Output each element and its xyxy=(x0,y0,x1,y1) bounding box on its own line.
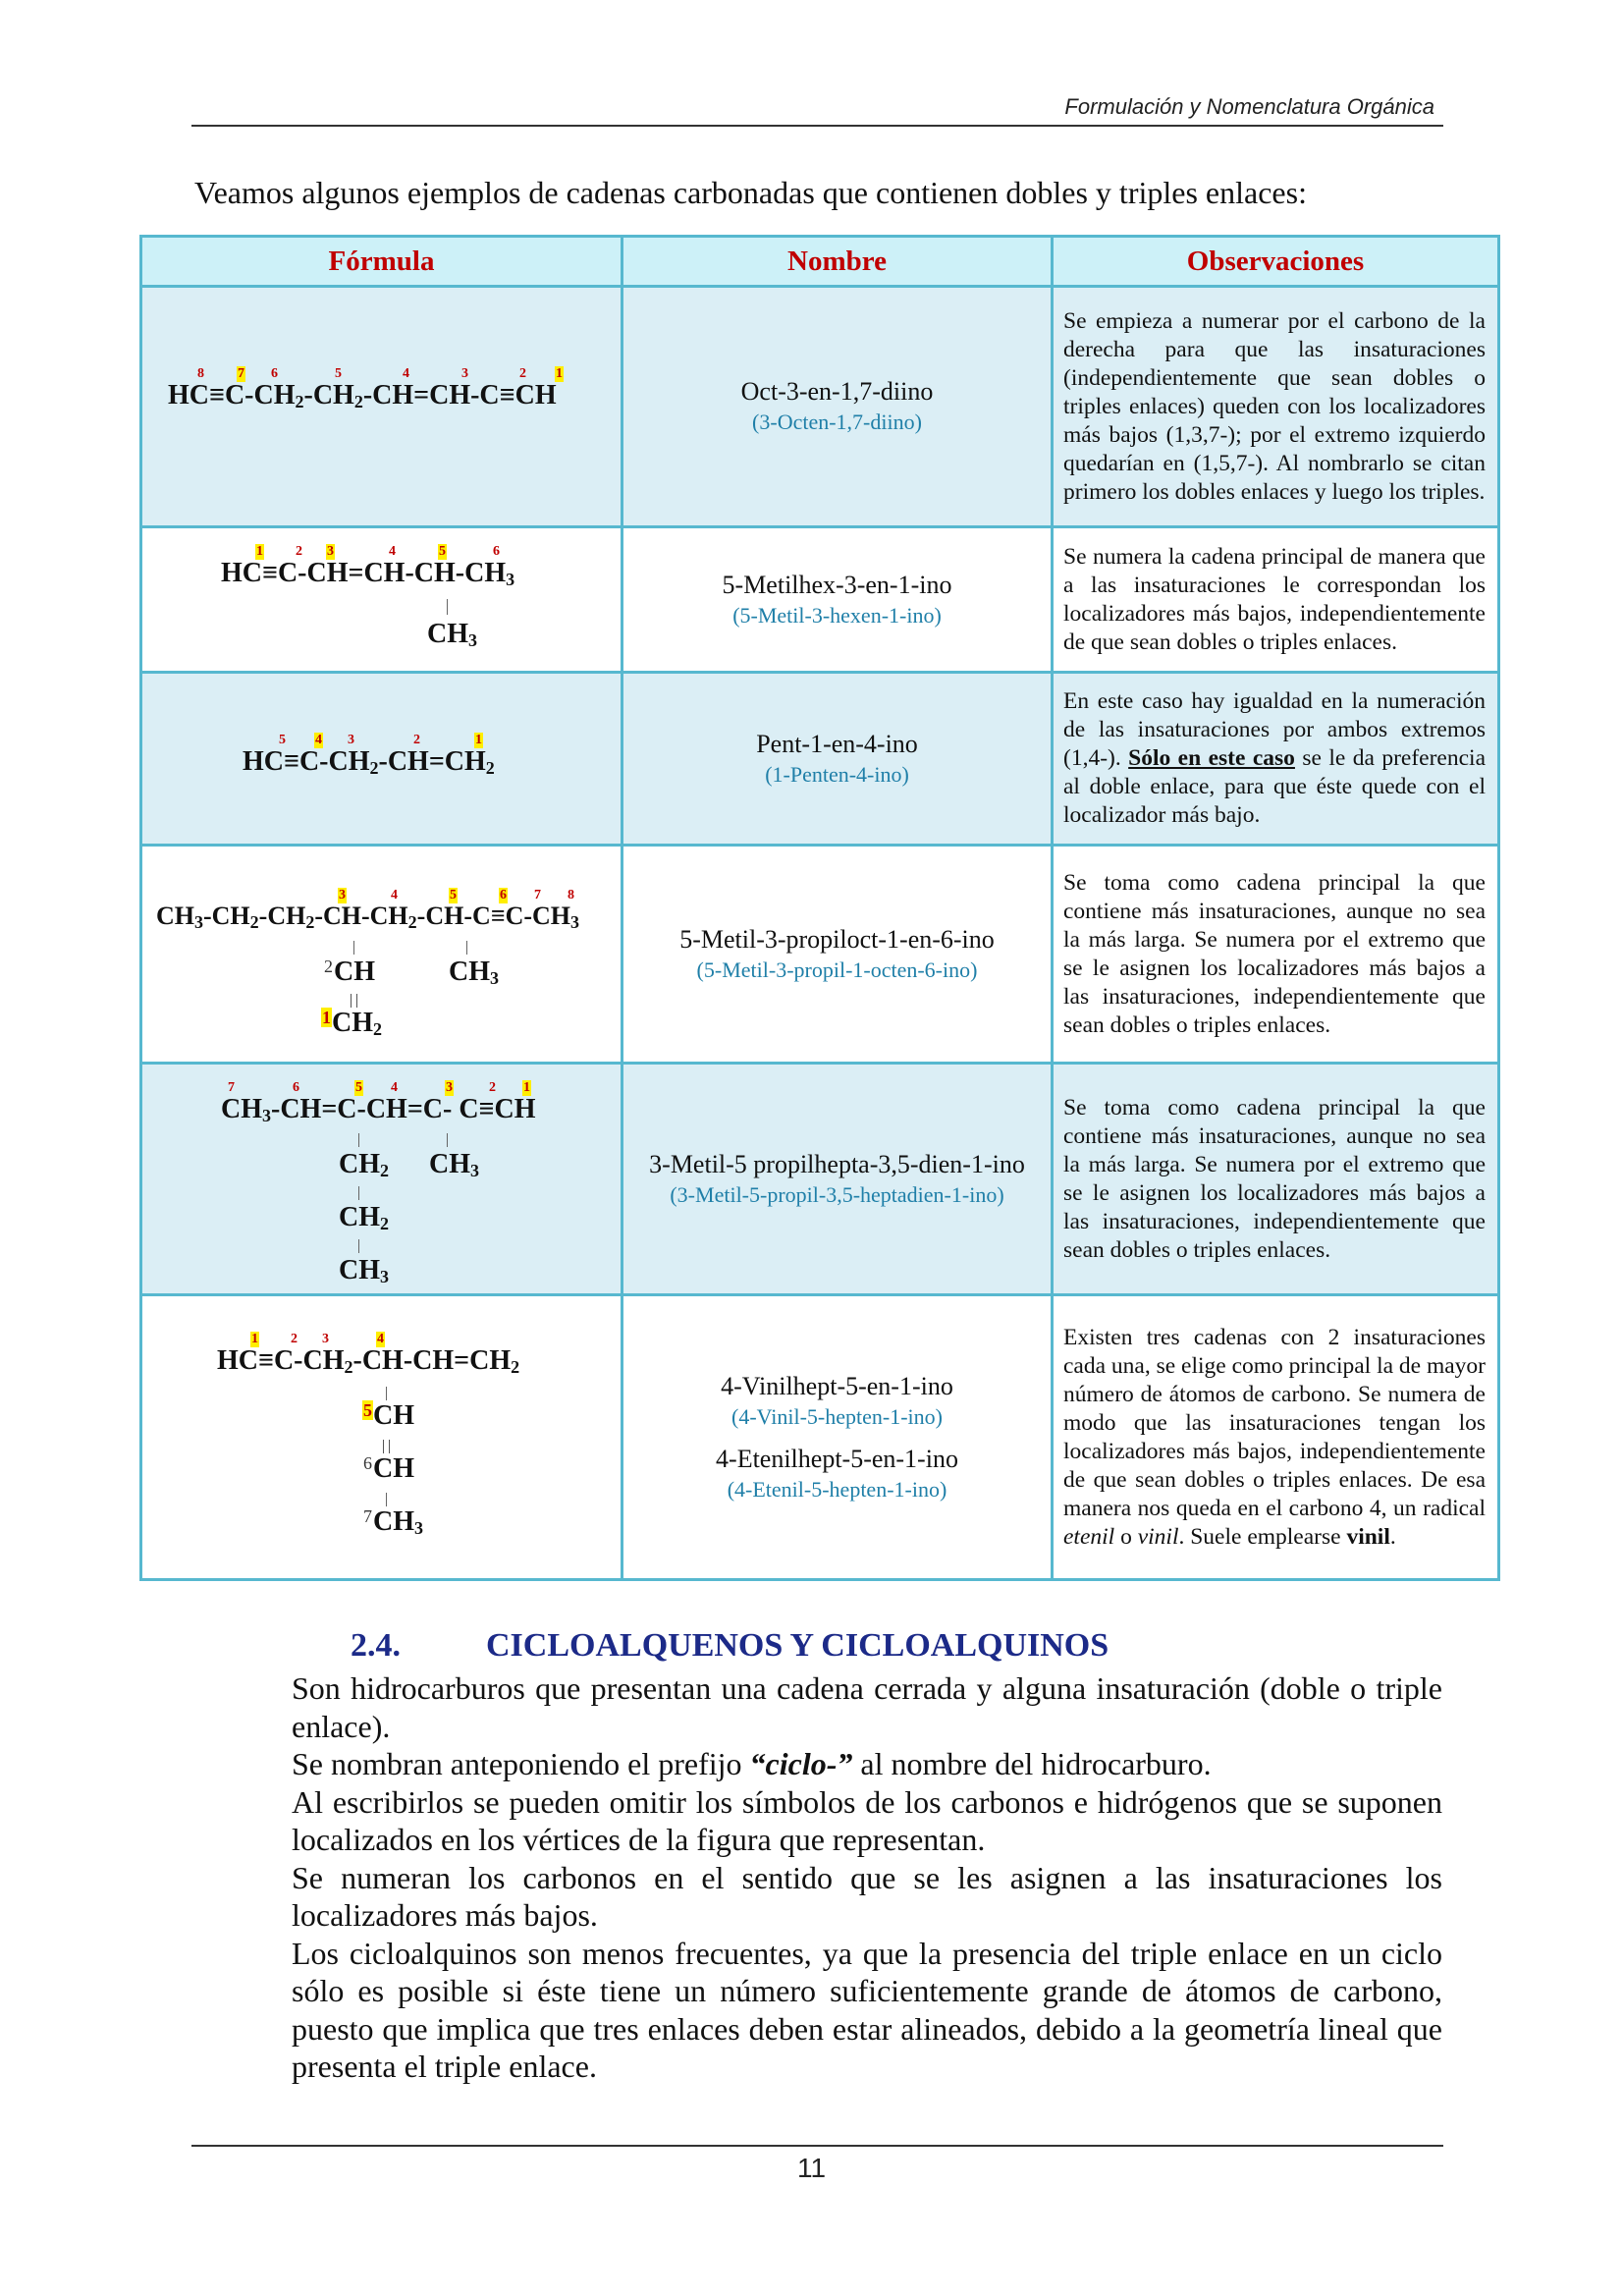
locant: 3 xyxy=(446,1080,453,1095)
header-formula: Fórmula xyxy=(141,237,622,287)
locant: 7 xyxy=(228,1080,235,1095)
table-header-row xyxy=(141,237,1499,287)
locant: 2 xyxy=(413,733,420,747)
formula-branch: $^5$CH xyxy=(363,1400,414,1431)
table-row xyxy=(141,287,1499,527)
locant: 2 xyxy=(296,544,302,559)
locant: 3 xyxy=(461,366,468,381)
alternative-name: (3-Octen-1,7-diino) xyxy=(752,410,922,434)
header-rule xyxy=(191,125,1443,127)
single-bond xyxy=(386,1387,387,1400)
observation-cell: Se toma como cadena principal la que contiene más insaturaciones, aunque no sea la más larga. Se numera por el extremo que se le asignen los localizadores más bajos a las insaturaciones, independientemente que sean dobles o triples enlaces. xyxy=(1053,846,1499,1064)
formula-branch: $CH_3$ xyxy=(429,1149,479,1180)
locant: 4 xyxy=(389,544,396,559)
formula-main: $CH_3-CH_2-CH_2-CH-CH_2-CH-C\equiv C-CH_3$ xyxy=(156,902,580,932)
single-bond xyxy=(358,1186,359,1200)
formula-branch: $CH_2$ xyxy=(339,1149,389,1180)
locant: 3 xyxy=(327,544,334,559)
single-bond xyxy=(358,1239,359,1253)
table-row xyxy=(141,1295,1499,1580)
iupac-name: 4-Vinilhept-5-en-1-ino xyxy=(721,1371,953,1400)
iupac-name: 5-Metilhex-3-en-1-ino xyxy=(722,570,952,599)
name-cell xyxy=(622,846,1053,1064)
locant: 2 xyxy=(489,1080,496,1095)
iupac-name: 3-Metil-5 propilhepta-3,5-dien-1-ino xyxy=(649,1149,1025,1178)
paragraph: Los cicloalquinos son menos frecuentes, ya que la presencia del triple enlace en un ciclo sólo es posible si éste tiene un número suficientemente grande de átomos de carbono, puesto que implica que tres enlaces deben estar alineados, debido a la geometría lineal que presenta el triple enlace. xyxy=(292,1935,1442,2084)
locant: 2 xyxy=(291,1332,298,1346)
formula-branch: $CH_2$ xyxy=(339,1202,389,1233)
single-bond xyxy=(386,1493,387,1506)
locant: 2 xyxy=(519,366,526,381)
observation-cell: Existen tres cadenas con 2 insaturaciones cada una, se elige como principal la de mayor número de átomos de carbono. Se numera de modo que las insaturaciones tengan los localizadores más bajos, independientemente de que sean dobles o triples enlaces. De esa manera nos queda en el carbono 4, un radical etenil o vinil. Suele emplearse vinil. xyxy=(1053,1295,1499,1580)
iupac-name: 5-Metil-3-propiloct-1-en-6-ino xyxy=(679,924,995,954)
section-body xyxy=(292,1669,1442,2086)
formula-branch: $^1CH_2$ xyxy=(322,1008,382,1039)
locant: 5 xyxy=(279,733,286,747)
header-title: Formulación y Nomenclatura Orgánica xyxy=(1064,94,1434,119)
locant: 8 xyxy=(197,366,204,381)
iupac-name: Pent-1-en-4-ino xyxy=(756,729,918,758)
single-bond xyxy=(358,1133,359,1147)
name-cell xyxy=(622,527,1053,673)
locant: 6 xyxy=(293,1080,299,1095)
locant: 8 xyxy=(568,888,574,902)
name-cell xyxy=(622,1064,1053,1295)
locant: 4 xyxy=(377,1332,384,1346)
table-row xyxy=(141,673,1499,846)
formula-branch: $CH_3$ xyxy=(339,1255,389,1286)
formula-branch: $^7CH_3$ xyxy=(363,1506,423,1538)
locant: 6 xyxy=(493,544,500,559)
section-title: CICLOALQUENOS Y CICLOALQUINOS xyxy=(486,1627,1109,1664)
double-bond xyxy=(351,994,357,1008)
paragraph: Son hidrocarburos que presentan una cadena cerrada y alguna insaturación (doble o triple enlace). xyxy=(292,1670,1442,1744)
formula-cell xyxy=(141,673,622,846)
alternative-name: (5-Metil-3-hexen-1-ino) xyxy=(732,602,942,628)
single-bond xyxy=(466,941,467,955)
table-row xyxy=(141,1064,1499,1295)
locant: 5 xyxy=(450,888,457,902)
locant: 5 xyxy=(439,544,446,559)
formula-branch: $^2$CH xyxy=(324,957,375,987)
alternative-name: (1-Penten-4-ino) xyxy=(765,761,909,787)
intro-text: Veamos algunos ejemplos de cadenas carbonadas que contienen dobles y triples enlaces: xyxy=(194,175,1307,210)
locant: 4 xyxy=(391,1080,398,1095)
locant: 4 xyxy=(391,888,398,902)
locant: 7 xyxy=(238,366,244,381)
locant: 5 xyxy=(335,366,342,381)
locant: 6 xyxy=(271,366,278,381)
header-nombre: Nombre xyxy=(622,237,1053,287)
name-cell xyxy=(622,1295,1053,1580)
formula-cell xyxy=(141,287,622,527)
locant: 4 xyxy=(403,366,409,381)
double-bond xyxy=(383,1440,390,1453)
alternative-name: (5-Metil-3-propil-1-octen-6-ino) xyxy=(696,957,978,982)
table-row xyxy=(141,846,1499,1064)
formula-main: $HC\equiv C-CH=CH-CH-CH_3$ xyxy=(221,558,515,589)
formula-main: $CH_3-CH=C-CH=C-$ C≡CH xyxy=(221,1094,536,1125)
footer-rule xyxy=(191,2145,1443,2147)
observation-cell: Se empieza a numerar por el carbono de la derecha para que las insaturaciones (independientemente que sean dobles o triples enlaces) queden con los localizadores más bajos (1,3,7-); por el extremo izquierdo quedarían en (1,5,7-). Al nombrarlo se citan primero los dobles enlaces y luego los triples. xyxy=(1053,287,1499,527)
page-number: 11 xyxy=(796,2153,827,2183)
single-bond xyxy=(353,941,354,955)
formula-cell xyxy=(141,1064,622,1295)
observation-cell: Se toma como cadena principal la que contiene más insaturaciones, aunque no sea la más larga. Se numera por el extremo que se le asignen los localizadores más bajos a las insaturaciones, independientemente que sean dobles o triples enlaces. xyxy=(1053,1064,1499,1295)
locant: 7 xyxy=(534,888,541,902)
iupac-name: Oct-3-en-1,7-diino xyxy=(740,377,934,406)
header-observaciones: Observaciones xyxy=(1053,237,1499,287)
locant: 3 xyxy=(339,888,346,902)
formula-main: $HC\equiv C-CH_2-CH_2-CH=CH-C\equiv CH$ xyxy=(168,380,557,411)
name-cell xyxy=(622,673,1053,846)
observation-cell: Se numera la cadena principal de manera que a las insaturaciones le correspondan los localizadores más bajos, independientemente de que sean dobles o triples enlaces. xyxy=(1053,527,1499,673)
formula-main: $HC\equiv C-CH_2-CH=CH_2$ xyxy=(243,746,495,778)
section-number: 2.4. xyxy=(351,1627,401,1664)
locant: 1 xyxy=(556,366,563,381)
name-cell xyxy=(622,287,1053,527)
locant: 3 xyxy=(322,1332,329,1346)
alternative-name: (4-Etenil-5-hepten-1-ino) xyxy=(727,1476,947,1502)
formula-main: $HC\equiv C-CH_2-CH-CH=CH_2$ xyxy=(217,1345,520,1377)
locant: 1 xyxy=(475,733,482,747)
locant: 1 xyxy=(523,1080,530,1095)
iupac-name: 4-Etenilhept-5-en-1-ino xyxy=(716,1444,958,1473)
locant: 3 xyxy=(348,733,354,747)
single-bond xyxy=(447,599,448,615)
formula-branch: $^6$CH xyxy=(363,1453,414,1484)
single-bond xyxy=(447,1133,448,1147)
examples-table xyxy=(139,235,1500,1581)
locant: 5 xyxy=(355,1080,362,1095)
paragraph: Al escribirlos se pueden omitir los símbolos de los carbonos e hidrógenos que se suponen localizados en los vértices de la figura que representan. xyxy=(292,1783,1442,1857)
alternative-name: (4-Vinil-5-hepten-1-ino) xyxy=(731,1403,943,1429)
formula-branch: $CH_3$ xyxy=(427,619,477,650)
alternative-name: (3-Metil-5-propil-3,5-heptadien-1-ino) xyxy=(670,1181,1004,1207)
paragraph: Se nombran anteponiendo el prefijo “ciclo-” al nombre del hidrocarburo. xyxy=(292,1746,1212,1781)
formula-cell xyxy=(141,1295,622,1580)
locant: 1 xyxy=(256,544,263,559)
locant: 4 xyxy=(315,733,322,747)
locant: 1 xyxy=(251,1332,258,1346)
locant: 6 xyxy=(500,888,507,902)
observation-cell: En este caso hay igualdad en la numeración de las insaturaciones por ambos extremos (1,4-). Sólo en este caso se le da preferencia al doble enlace, para que éste quede con el localizador más bajo. xyxy=(1053,673,1499,846)
table-row xyxy=(141,527,1499,673)
formula-cell xyxy=(141,846,622,1064)
formula-branch: $CH_3$ xyxy=(449,957,499,988)
formula-cell xyxy=(141,527,622,673)
paragraph: Se numeran los carbonos en el sentido que se les asignen a las insaturaciones los localizadores más bajos. xyxy=(292,1859,1442,1933)
section-heading xyxy=(351,1627,1109,1665)
